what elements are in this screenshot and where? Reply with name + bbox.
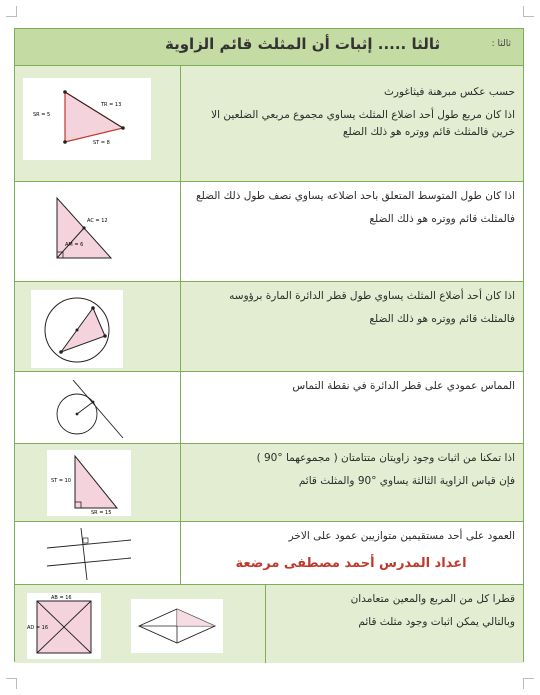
figure-cell <box>15 585 266 663</box>
figure-label: ST = 8 <box>93 140 110 146</box>
rule-text <box>181 372 523 443</box>
rule-text <box>181 522 523 584</box>
triangle-angles-figure <box>47 450 131 516</box>
worksheet-table <box>14 28 524 662</box>
rule-row-tangent <box>15 371 523 443</box>
corner-mark <box>6 678 17 689</box>
figure-label: ST = 10 <box>51 478 71 484</box>
figure-label: SR = 5 <box>33 112 51 118</box>
figure-label: SR = 15 <box>91 510 112 516</box>
rule-row-parallel-lines <box>15 521 523 584</box>
corner-mark <box>6 6 17 17</box>
figure-cell <box>15 444 181 521</box>
figure-label: AD = 16 <box>27 625 49 631</box>
rule-line: اذا كان أحد أضلاع المثلث يساوي طول قطر الدائرة المارة برؤوسه <box>229 290 515 302</box>
parallel-lines-figure <box>45 526 133 582</box>
rhombus-figure <box>131 599 223 653</box>
figure-label: TR = 13 <box>101 102 122 108</box>
figure-cell <box>15 282 181 371</box>
inscribed-triangle-figure <box>31 290 123 368</box>
figure-label: AB = 16 <box>51 595 72 601</box>
rule-row-complementary-angles <box>15 443 523 521</box>
rule-text <box>266 585 523 663</box>
rule-row-pythagoras <box>15 65 523 181</box>
section-label: ثالثا : <box>491 39 511 49</box>
rule-text <box>181 444 523 521</box>
rule-text <box>181 66 523 181</box>
median-triangle-figure <box>31 190 127 270</box>
rule-text <box>181 182 523 281</box>
rule-line: اذا كان طول المتوسط المتعلق باحد اضلاعه يساوي نصف طول ذلك الضلع <box>196 190 515 202</box>
figure-label: AC = 12 <box>87 218 108 224</box>
figure-cell <box>15 182 181 281</box>
rule-line: وبالتالي يمكن اثبات وجود مثلث قائم <box>358 616 515 628</box>
square-figure <box>27 593 101 659</box>
rule-line: فإن قياس الزاوية الثالثة يساوي °90 والمثلث قائم <box>298 475 515 487</box>
rule-row-diagonals <box>15 584 523 663</box>
title-row <box>15 29 523 65</box>
worksheet-title: ثالثا ..... إثبات أن المثلث قائم الزاوية <box>165 35 441 53</box>
author-credit: اعداد المدرس أحمد مصطفى مرضعة <box>235 556 467 571</box>
tangent-figure <box>43 380 133 440</box>
figure-label: AM = 6 <box>65 242 84 248</box>
figure-cell <box>15 372 181 443</box>
rule-line: حسب عكس مبرهنة فيثاغورث <box>384 86 515 98</box>
figure-cell <box>15 522 181 584</box>
rule-line: فالمثلث قائم ووتره هو ذلك الضلع <box>369 313 515 325</box>
rule-row-circle-diameter <box>15 281 523 371</box>
corner-mark <box>523 6 534 17</box>
rule-line: اذا كان مربع طول أحد اضلاع المثلث يساوي مجموع مربعي الضلعين الا خرين فالمثلث قائم ووتره هو ذلك الضلع <box>211 109 515 138</box>
figure-cell <box>15 66 181 181</box>
rule-row-median <box>15 181 523 281</box>
rule-line: فالمثلث قائم ووتره هو ذلك الضلع <box>369 213 515 225</box>
rule-line: قطرا كل من المربع والمعين متعامدان <box>350 593 515 605</box>
rule-line: المماس عمودي على قطر الدائرة في نقطة التماس <box>292 380 515 392</box>
rule-text <box>181 282 523 371</box>
rule-line: اذا تمكنا من اثبات وجود زاويتان متتامتان ( مجموعهما °90 ) <box>256 452 515 464</box>
corner-mark <box>523 678 534 689</box>
rule-line: العمود على أحد مستقيمين متوازيين عمود على الاخر <box>288 530 515 542</box>
right-triangle-figure <box>23 78 151 160</box>
